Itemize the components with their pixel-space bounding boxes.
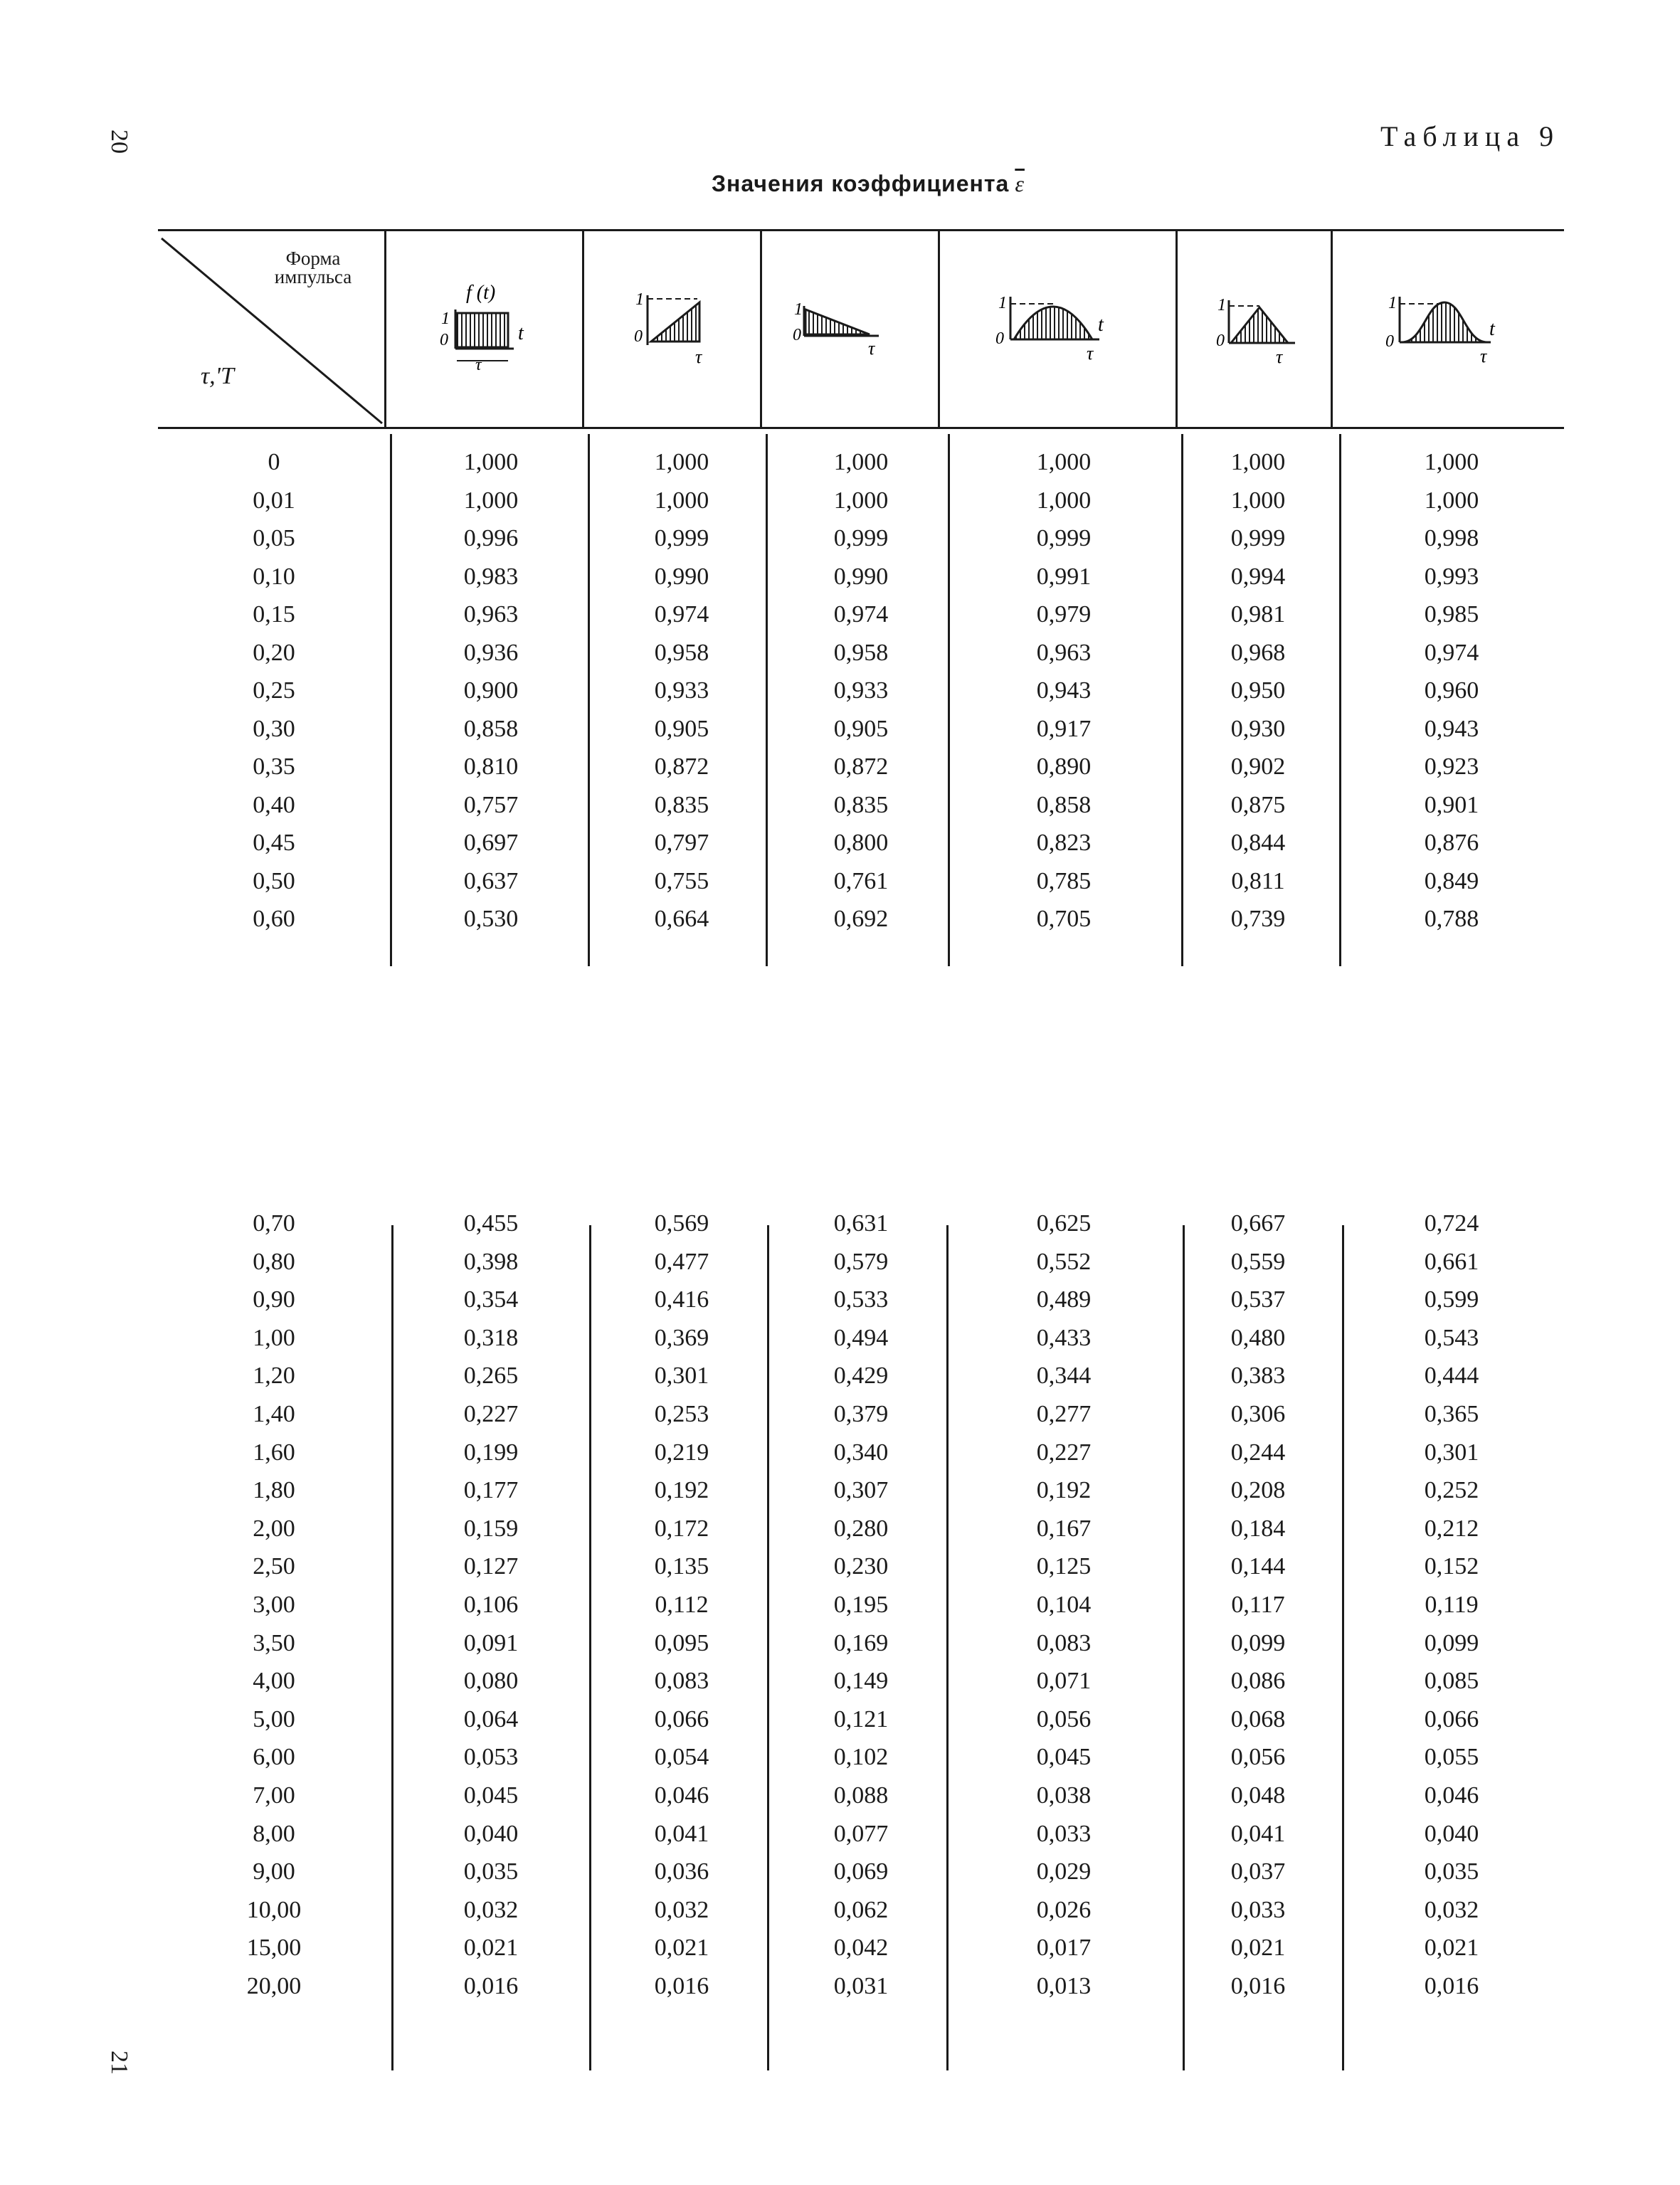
- table-cell: 0,936: [463, 639, 519, 666]
- table-cell: 0,159: [463, 1515, 519, 1542]
- row-label-tau-t: 2,00: [253, 1515, 295, 1542]
- table-cell: 0,212: [1424, 1515, 1479, 1542]
- table-cell: 0,559: [1230, 1248, 1286, 1275]
- table-cell: 1,000: [654, 449, 709, 475]
- table-cell: 0,810: [463, 753, 519, 780]
- table-cell: 0,167: [1036, 1515, 1092, 1542]
- table-cell: 0,040: [463, 1820, 519, 1847]
- table-cell: 0,552: [1036, 1248, 1092, 1275]
- table-cell: 0,106: [463, 1592, 519, 1618]
- table-cell: 0,301: [654, 1363, 709, 1390]
- header-bottom-rule: [158, 427, 1564, 429]
- table-cell: 0,265: [463, 1363, 519, 1390]
- row-label-tau-t: 0,35: [253, 753, 295, 780]
- table-cell: 0,983: [463, 563, 519, 590]
- table-cell: 0,045: [1036, 1744, 1092, 1771]
- table-cell: 0,083: [1036, 1629, 1092, 1656]
- table-cell: 1,000: [833, 449, 889, 475]
- svg-text:t: t: [1098, 314, 1104, 336]
- row-label-tau-t: 1,60: [253, 1439, 295, 1466]
- column-divider: [390, 434, 392, 966]
- table-cell: 0,021: [1230, 1935, 1286, 1962]
- table-cell: 0,041: [1230, 1820, 1286, 1847]
- table-cell: 0,637: [463, 867, 519, 894]
- column-divider: [391, 1225, 393, 2070]
- table-cell: 0,755: [654, 867, 709, 894]
- table-cell: 0,999: [833, 525, 889, 551]
- header-divider: [1331, 231, 1333, 427]
- table-cell: 0,537: [1230, 1286, 1286, 1313]
- header-divider: [582, 231, 584, 427]
- table-cell: 0,192: [654, 1477, 709, 1504]
- table-cell: 0,080: [463, 1668, 519, 1695]
- table-cell: 1,000: [654, 487, 709, 514]
- table-cell: 0,195: [833, 1592, 889, 1618]
- table-cell: 0,077: [833, 1820, 889, 1847]
- table-cell: 0,905: [833, 715, 889, 742]
- header-divider: [938, 231, 940, 427]
- table-cell: 0,036: [654, 1858, 709, 1885]
- half-sine-pulse-icon: [993, 288, 1121, 366]
- table-cell: 0,785: [1036, 867, 1092, 894]
- table-cell: 0,068: [1230, 1705, 1286, 1732]
- table-cell: 1,000: [833, 487, 889, 514]
- table-cell: 0,021: [463, 1935, 519, 1962]
- row-label-tau-t: 0,40: [253, 791, 295, 818]
- table-cell: 0,184: [1230, 1515, 1286, 1542]
- table-cell: 0,724: [1424, 1210, 1479, 1237]
- svg-text:t: t: [1489, 318, 1495, 340]
- table-cell: 0,858: [1036, 791, 1092, 818]
- row-label-tau-t: 0,15: [253, 601, 295, 628]
- table-cell: 0,968: [1230, 639, 1286, 666]
- table-cell: 0,046: [1424, 1782, 1479, 1809]
- table-cell: 0,192: [1036, 1477, 1092, 1504]
- svg-text:τ: τ: [475, 356, 482, 374]
- table-cell: 0,033: [1036, 1820, 1092, 1847]
- column-divider: [1181, 434, 1183, 966]
- svg-text:1: 1: [635, 290, 644, 309]
- row-label-tau-t: 0: [268, 449, 280, 475]
- table-cell: 0,823: [1036, 830, 1092, 856]
- table-cell: 0,013: [1036, 1973, 1092, 1999]
- table-cell: 0,149: [833, 1668, 889, 1695]
- row-label-tau-t: 1,00: [253, 1324, 295, 1351]
- table-cell: 0,631: [833, 1210, 889, 1237]
- row-label-tau-t: 1,20: [253, 1363, 295, 1390]
- table-cell: 0,041: [654, 1820, 709, 1847]
- table-cell: 0,811: [1231, 867, 1285, 894]
- table-cell: 0,923: [1424, 753, 1479, 780]
- svg-text:1: 1: [1217, 296, 1226, 314]
- table-cell: 0,032: [1424, 1896, 1479, 1923]
- table-cell: 1,000: [463, 449, 519, 475]
- row-label-tau-t: 0,01: [253, 487, 295, 514]
- table-cell: 0,998: [1424, 525, 1479, 551]
- row-label-tau-t: 0,30: [253, 715, 295, 742]
- table-cell: 0,177: [463, 1477, 519, 1504]
- svg-text:t: t: [518, 322, 524, 344]
- table-cell: 0,365: [1424, 1401, 1479, 1427]
- table-cell: 0,960: [1424, 677, 1479, 704]
- svg-text:0: 0: [440, 331, 448, 349]
- table-cell: 0,318: [463, 1324, 519, 1351]
- table-cell: 0,433: [1036, 1324, 1092, 1351]
- table-cell: 0,017: [1036, 1935, 1092, 1962]
- table-cell: 0,208: [1230, 1477, 1286, 1504]
- table-cell: 0,021: [1424, 1935, 1479, 1962]
- table-cell: 0,664: [654, 906, 709, 932]
- column-divider: [946, 1225, 949, 2070]
- table-cell: 0,252: [1424, 1477, 1479, 1504]
- row-label-tau-t: 2,50: [253, 1553, 295, 1580]
- row-label-tau-t: 0,05: [253, 525, 295, 551]
- svg-text:τ: τ: [695, 346, 702, 367]
- table-cell: 0,876: [1424, 830, 1479, 856]
- table-cell: 0,705: [1036, 906, 1092, 932]
- table-cell: 0,963: [463, 601, 519, 628]
- svg-text:τ: τ: [1480, 346, 1487, 366]
- table-cell: 0,227: [463, 1401, 519, 1427]
- table-cell: 0,697: [463, 830, 519, 856]
- table-cell: 0,579: [833, 1248, 889, 1275]
- table-cell: 0,444: [1424, 1363, 1479, 1390]
- table-cell: 0,398: [463, 1248, 519, 1275]
- table-cell: 0,277: [1036, 1401, 1092, 1427]
- rising-ramp-pulse-icon: [630, 285, 722, 370]
- table-cell: 0,054: [654, 1744, 709, 1771]
- table-cell: 0,085: [1424, 1668, 1479, 1695]
- table-cell: 0,999: [1036, 525, 1092, 551]
- table-cell: 0,230: [833, 1553, 889, 1580]
- table-cell: 0,979: [1036, 601, 1092, 628]
- row-label-tau-t: 3,50: [253, 1629, 295, 1656]
- table-cell: 0,494: [833, 1324, 889, 1351]
- table-cell: 0,062: [833, 1896, 889, 1923]
- table-cell: 0,455: [463, 1210, 519, 1237]
- table-cell: 0,169: [833, 1629, 889, 1656]
- table-cell: 0,890: [1036, 753, 1092, 780]
- table-cell: 0,099: [1230, 1629, 1286, 1656]
- table-cell: 0,858: [463, 715, 519, 742]
- svg-text:1: 1: [794, 300, 803, 319]
- table-cell: 0,016: [1230, 1973, 1286, 1999]
- column-divider: [1183, 1225, 1185, 2070]
- table-cell: 0,958: [833, 639, 889, 666]
- table-cell: 0,306: [1230, 1401, 1286, 1427]
- table-cell: 0,099: [1424, 1629, 1479, 1656]
- table-cell: 0,943: [1424, 715, 1479, 742]
- table-cell: 0,048: [1230, 1782, 1286, 1809]
- table-cell: 0,999: [1230, 525, 1286, 551]
- table-cell: 0,095: [654, 1629, 709, 1656]
- table-cell: 0,344: [1036, 1363, 1092, 1390]
- table-cell: 0,844: [1230, 830, 1286, 856]
- table-cell: 0,091: [463, 1629, 519, 1656]
- row-label-tau-t: 0,10: [253, 563, 295, 590]
- table-cell: 0,026: [1036, 1896, 1092, 1923]
- table-cell: 0,046: [654, 1782, 709, 1809]
- row-label-tau-t: 7,00: [253, 1782, 295, 1809]
- table-cell: 0,088: [833, 1782, 889, 1809]
- table-cell: 0,429: [833, 1363, 889, 1390]
- table-cell: 0,032: [463, 1896, 519, 1923]
- table-cell: 0,757: [463, 791, 519, 818]
- table-cell: 0,301: [1424, 1439, 1479, 1466]
- falling-ramp-pulse-icon: [790, 299, 889, 370]
- table-cell: 0,667: [1230, 1210, 1286, 1237]
- svg-text:0: 0: [1216, 332, 1225, 350]
- table-cell: 0,055: [1424, 1744, 1479, 1771]
- bell-pulse-icon: [1384, 288, 1512, 370]
- table-cell: 0,056: [1230, 1744, 1286, 1771]
- row-label-tau-t: 9,00: [253, 1858, 295, 1885]
- svg-text:0: 0: [1385, 332, 1394, 351]
- table-cell: 0,144: [1230, 1553, 1286, 1580]
- column-divider: [1339, 434, 1341, 966]
- row-label-tau-t: 0,80: [253, 1248, 295, 1275]
- svg-text:0: 0: [995, 329, 1004, 348]
- svg-text:τ: τ: [868, 338, 875, 359]
- table-cell: 0,037: [1230, 1858, 1286, 1885]
- table-label: Таблица 9: [1380, 120, 1560, 152]
- table-cell: 0,996: [463, 525, 519, 551]
- column-divider: [588, 434, 590, 966]
- table-cell: 0,033: [1230, 1896, 1286, 1923]
- table-cell: 1,000: [1230, 449, 1286, 475]
- row-label-tau-t: 0,70: [253, 1210, 295, 1237]
- header-divider: [1176, 231, 1178, 427]
- table-cell: 0,950: [1230, 677, 1286, 704]
- svg-text:f (t): f (t): [466, 282, 496, 304]
- table-cell: 0,135: [654, 1553, 709, 1580]
- table-cell: 0,053: [463, 1744, 519, 1771]
- table-cell: 0,990: [833, 563, 889, 590]
- header-divider: [760, 231, 762, 427]
- table-cell: 1,000: [1036, 487, 1092, 514]
- table-cell: 0,112: [655, 1592, 709, 1618]
- svg-text:1: 1: [441, 310, 450, 328]
- row-label-tau-t: 1,40: [253, 1401, 295, 1427]
- row-label-tau-t: 0,50: [253, 867, 295, 894]
- rectangular-pulse-icon: [434, 281, 541, 374]
- row-label-tau-t: 0,20: [253, 639, 295, 666]
- table-cell: 1,000: [1230, 487, 1286, 514]
- table-cell: 0,981: [1230, 601, 1286, 628]
- table-cell: 0,477: [654, 1248, 709, 1275]
- table-cell: 0,849: [1424, 867, 1479, 894]
- table-cell: 0,797: [654, 830, 709, 856]
- table-cell: 0,958: [654, 639, 709, 666]
- table-cell: 0,800: [833, 830, 889, 856]
- table-cell: 0,031: [833, 1973, 889, 1999]
- table-cell: 0,016: [1424, 1973, 1479, 1999]
- table-cell: 0,533: [833, 1286, 889, 1313]
- row-label-tau-t: 0,60: [253, 906, 295, 932]
- table-cell: 1,000: [1424, 449, 1479, 475]
- table-cell: 0,069: [833, 1858, 889, 1885]
- table-cell: 0,253: [654, 1401, 709, 1427]
- page-number-bottom: 21: [106, 2051, 132, 2075]
- table-cell: 0,369: [654, 1324, 709, 1351]
- table-cell: 0,035: [463, 1858, 519, 1885]
- table-cell: 0,280: [833, 1515, 889, 1542]
- table-cell: 0,875: [1230, 791, 1286, 818]
- svg-text:τ: τ: [1087, 343, 1094, 364]
- table-cell: 0,064: [463, 1705, 519, 1732]
- table-cell: 0,943: [1036, 677, 1092, 704]
- table-cell: 0,917: [1036, 715, 1092, 742]
- table-cell: 1,000: [1036, 449, 1092, 475]
- column-divider: [589, 1225, 591, 2070]
- table-cell: 0,974: [654, 601, 709, 628]
- table-cell: 0,480: [1230, 1324, 1286, 1351]
- table-cell: 0,999: [654, 525, 709, 551]
- row-label-tau-t: 10,00: [246, 1896, 302, 1923]
- triangular-pulse-icon: [1213, 292, 1306, 370]
- row-label-tau-t: 6,00: [253, 1744, 295, 1771]
- table-cell: 0,119: [1425, 1592, 1479, 1618]
- table-cell: 0,121: [833, 1705, 889, 1732]
- table-cell: 0,045: [463, 1782, 519, 1809]
- table-cell: 0,104: [1036, 1592, 1092, 1618]
- table-caption: [712, 171, 1025, 197]
- table-cell: 0,661: [1424, 1248, 1479, 1275]
- row-label-tau-t: 15,00: [246, 1935, 302, 1962]
- table-cell: 0,489: [1036, 1286, 1092, 1313]
- table-cell: 0,038: [1036, 1782, 1092, 1809]
- table-cell: 0,990: [654, 563, 709, 590]
- table-cell: 0,172: [654, 1515, 709, 1542]
- table-cell: 0,117: [1231, 1592, 1285, 1618]
- table-cell: 0,761: [833, 867, 889, 894]
- table-cell: 0,905: [654, 715, 709, 742]
- table-cell: 0,416: [654, 1286, 709, 1313]
- table-cell: 0,379: [833, 1401, 889, 1427]
- table-cell: 0,021: [654, 1935, 709, 1962]
- table-cell: 0,086: [1230, 1668, 1286, 1695]
- row-label-tau-t: 0,45: [253, 830, 295, 856]
- page-number-top: 20: [106, 129, 132, 154]
- table-cell: 0,692: [833, 906, 889, 932]
- table-cell: 0,974: [833, 601, 889, 628]
- table-cell: 0,993: [1424, 563, 1479, 590]
- table-cell: 0,029: [1036, 1858, 1092, 1885]
- caption-text: Значения коэффициента: [712, 171, 1010, 196]
- row-label-tau-t: 4,00: [253, 1668, 295, 1695]
- table-cell: 0,963: [1036, 639, 1092, 666]
- svg-text:0: 0: [793, 326, 801, 344]
- table-cell: 1,000: [1424, 487, 1479, 514]
- table-cell: 0,340: [833, 1439, 889, 1466]
- table-cell: 0,016: [654, 1973, 709, 1999]
- table-cell: 0,902: [1230, 753, 1286, 780]
- table-cell: 0,872: [833, 753, 889, 780]
- table-cell: 0,383: [1230, 1363, 1286, 1390]
- table-cell: 0,599: [1424, 1286, 1479, 1313]
- corner-label-pulse-shape: Форма импульса: [274, 248, 352, 287]
- row-label-tau-t: 0,25: [253, 677, 295, 704]
- table-cell: 1,000: [463, 487, 519, 514]
- table-cell: 0,035: [1424, 1858, 1479, 1885]
- table-cell: 0,530: [463, 906, 519, 932]
- table-cell: 0,042: [833, 1935, 889, 1962]
- table-cell: 0,933: [654, 677, 709, 704]
- table-cell: 0,199: [463, 1439, 519, 1466]
- table-cell: 0,543: [1424, 1324, 1479, 1351]
- table-cell: 0,739: [1230, 906, 1286, 932]
- svg-text:1: 1: [998, 294, 1007, 312]
- table-cell: 0,872: [654, 753, 709, 780]
- table-cell: 0,066: [654, 1705, 709, 1732]
- table-cell: 0,244: [1230, 1439, 1286, 1466]
- table-cell: 0,991: [1036, 563, 1092, 590]
- table-cell: 0,102: [833, 1744, 889, 1771]
- table-cell: 0,835: [833, 791, 889, 818]
- table-cell: 0,219: [654, 1439, 709, 1466]
- row-label-tau-t: 5,00: [253, 1705, 295, 1732]
- table-cell: 0,066: [1424, 1705, 1479, 1732]
- table-cell: 0,016: [463, 1973, 519, 1999]
- row-label-tau-t: 1,80: [253, 1477, 295, 1504]
- table-cell: 0,788: [1424, 906, 1479, 932]
- caption-symbol: $\overline{\varepsilon}$: [1015, 171, 1025, 196]
- row-label-tau-t: 8,00: [253, 1820, 295, 1847]
- row-label-tau-t: 3,00: [253, 1592, 295, 1618]
- row-label-tau-t: 20,00: [246, 1973, 302, 1999]
- table-cell: 0,127: [463, 1553, 519, 1580]
- svg-text:τ: τ: [1276, 346, 1283, 367]
- table-cell: 0,569: [654, 1210, 709, 1237]
- table-cell: 0,307: [833, 1477, 889, 1504]
- table-cell: 0,354: [463, 1286, 519, 1313]
- table-cell: 0,835: [654, 791, 709, 818]
- svg-text:0: 0: [634, 327, 643, 346]
- column-divider: [1342, 1225, 1344, 2070]
- table-cell: 0,974: [1424, 639, 1479, 666]
- table-cell: 0,152: [1424, 1553, 1479, 1580]
- table-cell: 0,032: [654, 1896, 709, 1923]
- table-cell: 0,056: [1036, 1705, 1092, 1732]
- column-divider: [767, 1225, 769, 2070]
- table-cell: 0,071: [1036, 1668, 1092, 1695]
- table-cell: 0,994: [1230, 563, 1286, 590]
- table-cell: 0,227: [1036, 1439, 1092, 1466]
- header-divider: [384, 231, 386, 427]
- table-cell: 0,040: [1424, 1820, 1479, 1847]
- table-cell: 0,900: [463, 677, 519, 704]
- row-label-tau-t: 0,90: [253, 1286, 295, 1313]
- corner-label-tau-t: τ,'T: [201, 363, 234, 389]
- table-cell: 0,625: [1036, 1210, 1092, 1237]
- table-cell: 0,930: [1230, 715, 1286, 742]
- column-divider: [948, 434, 950, 966]
- table-cell: 0,933: [833, 677, 889, 704]
- table-cell: 0,901: [1424, 791, 1479, 818]
- column-divider: [766, 434, 768, 966]
- table-cell: 0,125: [1036, 1553, 1092, 1580]
- table-cell: 0,083: [654, 1668, 709, 1695]
- svg-text:1: 1: [1388, 294, 1397, 312]
- table-cell: 0,985: [1424, 601, 1479, 628]
